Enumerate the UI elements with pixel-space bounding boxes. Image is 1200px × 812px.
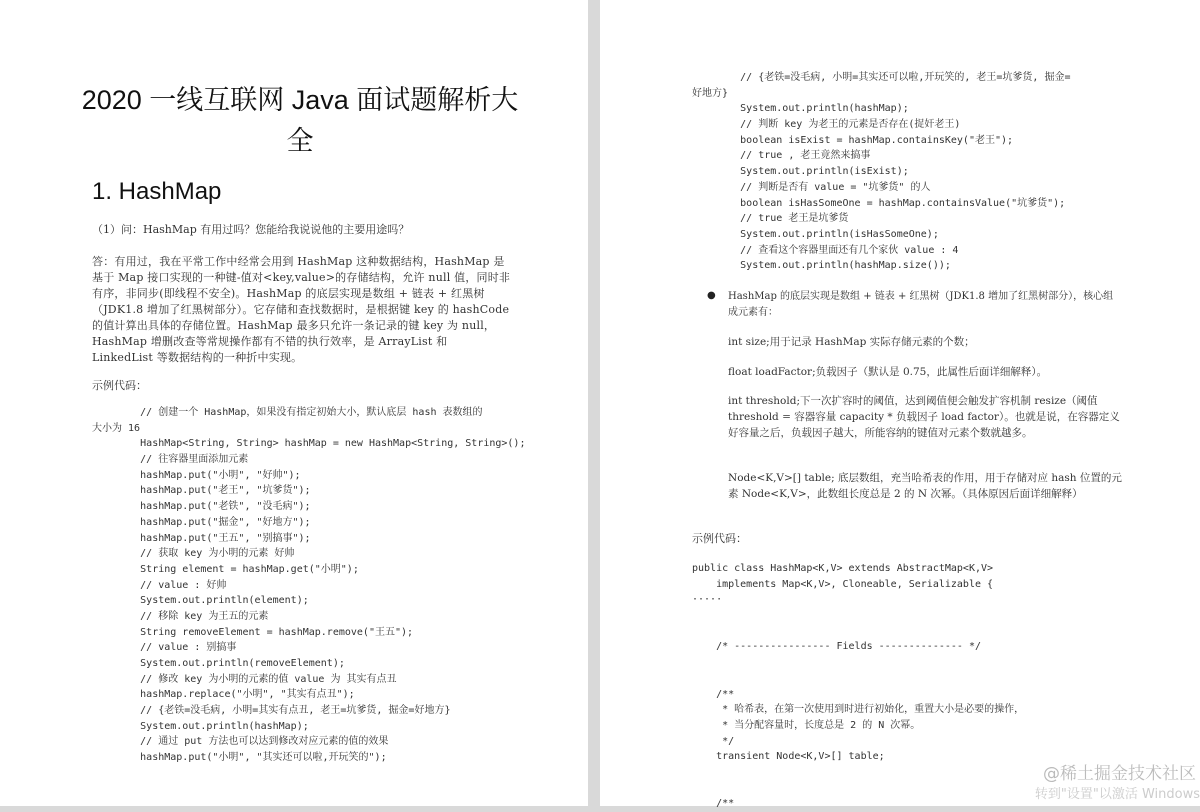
code-line: // 获取 key 为小明的元素 好帅: [92, 548, 295, 560]
code-line: // 查看这个容器里面还有几个家伙 value : 4: [692, 244, 959, 256]
code-line: System.out.println(hashMap);: [692, 103, 909, 115]
code-line: // 通过 put 方法也可以达到修改对应元素的值的效果: [92, 736, 389, 748]
code-line: [692, 781, 1024, 797]
code-line: // value : 好帅: [92, 579, 227, 591]
code-line: boolean isHasSomeOne = hashMap.containsValue("坑爹货");: [692, 197, 1066, 209]
code-line: */: [692, 735, 735, 747]
code-line: 大小为 16: [92, 422, 141, 434]
code-line: hashMap.put("老王", "坑爹货");: [92, 485, 311, 497]
code-line: System.out.println(hashMap);: [92, 720, 309, 732]
code-line: String element = hashMap.get("小明");: [92, 563, 359, 575]
code-line: // 移除 key 为王五的元素: [92, 610, 269, 622]
code-line: public class HashMap<K,V> extends AbstractMap<K,V>: [692, 563, 994, 574]
code-line: 好地方}: [692, 87, 729, 99]
code-line: transient Node<K,V>[] table;: [692, 751, 885, 763]
code-line: hashMap.put("小明", "其实还可以啦,开玩笑的");: [92, 752, 387, 764]
code-line: [692, 608, 1024, 624]
code-line: [692, 671, 1024, 687]
code-line: System.out.println(removeElement);: [92, 658, 345, 669]
code-block-top: [692, 70, 1070, 274]
code-line: // 创建一个 HashMap，如果没有指定初始大小，默认底层 hash 表数组的: [92, 407, 483, 418]
code-line: implements Map<K,V>, Cloneable, Serializable {: [692, 578, 994, 590]
code-line: /**: [692, 688, 735, 700]
activation-notice: 转到"设置"以激活 Windows: [1034, 787, 1200, 802]
bullet-icon: ●: [707, 290, 716, 301]
code-line: [692, 624, 1024, 640]
section-heading: 1. HashMap: [92, 178, 222, 205]
code-line: hashMap.put("老铁", "没毛病");: [92, 501, 311, 513]
code-line: ·····: [692, 594, 723, 606]
code-line: System.out.println(isHasSomeOne);: [692, 228, 939, 240]
code-block: [92, 405, 525, 766]
field-loadfactor: float loadFactor;负载因子（默认是 0.75，此属性后面详细解释）。: [728, 366, 1048, 378]
right-page: [600, 0, 1200, 810]
question-text: （1）问：HashMap 有用过吗？您能给我说说他的主要用途吗？: [92, 223, 410, 236]
left-page: [0, 0, 588, 806]
code-line: // true 老王是坑爹货: [692, 213, 849, 225]
code-line: hashMap.put("掘金", "好地方");: [92, 516, 311, 528]
field-size: int size;用于记录 HashMap 实际存储元素的个数；: [728, 336, 975, 348]
code-line: /* ---------------- Fields -------------- */: [692, 641, 981, 653]
field-table: Node<K,V>[] table; 底层数组，充当哈希表的作用，用于存储对应 hash 位置的元素 Node<K,V>，此数组长度总是 2 的 N 次幂。（具体原因后面详细解释）: [728, 472, 1122, 500]
code-line: // {老铁=没毛病, 小明=其实还可以啦,开玩笑的, 老王=坑爹货, 掘金=: [692, 72, 1071, 83]
code-line: System.out.println(element);: [92, 595, 309, 607]
bullet-text: HashMap 的底层实现是数组 + 链表 + 红黑树（JDK1.8 增加了红黑树部分），核心组成元素有：: [728, 291, 1114, 318]
code-line: HashMap<String, String> hashMap = new HashMap<String, String>();: [92, 438, 526, 450]
code-line: [692, 765, 1024, 781]
code-line: [692, 655, 1024, 671]
code-line: // 往容器里面添加元素: [92, 454, 249, 466]
code-line: System.out.println(hashMap.size());: [692, 260, 951, 272]
code-line: System.out.println(isExist);: [692, 166, 909, 178]
code-line: // value : 别搞事: [92, 642, 237, 654]
example-label: 示例代码：: [692, 532, 747, 545]
code-line: // true , 老王竟然来搞事: [692, 150, 871, 162]
watermark: @稀土掘金技术社区: [1043, 764, 1196, 784]
code-line: hashMap.replace("小明", "其实有点丑");: [92, 689, 355, 701]
code-line: boolean isExist = hashMap.containsKey("老王");: [692, 134, 1014, 146]
code-line: // 判断 key 为老王的元素是否存在(捉奸老王): [692, 119, 961, 131]
code-line: * 哈希表，在第一次使用到时进行初始化，重置大小是必要的操作，: [692, 704, 1025, 716]
code-line: /**: [692, 798, 735, 810]
code-line: hashMap.put("王五", "别搞事");: [92, 532, 311, 544]
code-line: hashMap.put("小明", "好帅");: [92, 469, 301, 481]
document-title: 2020 一线互联网 Java 面试题解析大全: [81, 85, 519, 156]
code-line: // 判断是否有 value = "坑爹货" 的人: [692, 181, 931, 193]
code-block-bottom: [692, 561, 1024, 812]
code-line: String removeElement = hashMap.remove("王五");: [92, 626, 414, 638]
code-line: * 当分配容量时，长度总是 2 的 N 次幂。: [692, 719, 921, 731]
code-line: // 修改 key 为小明的元素的值 value 为 其实有点丑: [92, 673, 397, 685]
answer-text: 答：有用过，我在平常工作中经常会用到 HashMap 这种数据结构，HashMap 是基于 Map 接口实现的一种键-值对<key,value>的存储结构，允许 null 值，同时非有序，非同步(即线程不安全)。HashMap 的底层实现是数组 + 链表 + 红黑树（JDK1.8 增加了红黑树部分）。它存储和查找数据时，是根据键 key 的 hashCode 的值计算出具体的存储位置。HashMap 最多只允许一条记录的键 key 为 null，HashMap 增删改查等常规操作都有不错的执行效率，是 ArrayList 和 LinkedList 等数据结构的一种折中实现。: [92, 255, 511, 364]
code-line: // {老铁=没毛病, 小明=其实有点丑, 老王=坑爹货, 掘金=好地方}: [92, 705, 451, 717]
field-threshold: int threshold;下一次扩容时的阈值，达到阈值便会触发扩容机制 resize（阈值 threshold = 容器容量 capacity * 负载因子 load factor）。也就是说，在容器定义好容量之后，负载因子越大，所能容纳的键值对元素个数就越多。: [728, 395, 1120, 439]
example-label: 示例代码：: [92, 379, 147, 392]
